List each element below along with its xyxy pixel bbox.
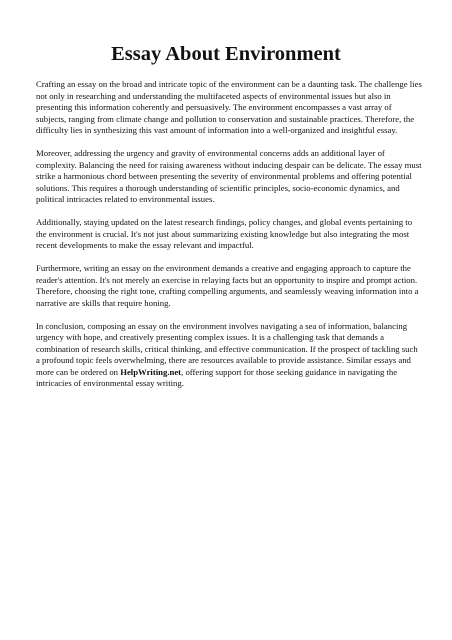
paragraph-creativity: Furthermore, writing an essay on the environment demands a creative and engaging approach to capture the reader's attention. It's not merely an exercise in relaying facts but an opportunity to inspire and prompt action. Therefore, choosing the right tone, crafting compelling arguments, and seamlessly weaving information into a narrative are skills that require honing. bbox=[36, 263, 419, 308]
paragraph-intro: Crafting an essay on the broad and intricate topic of the environment can be a daunting task. The challenge lies not only in researching and understanding the multifaceted aspects of environmental issues but also in presenting this information coherently and persuasively. The environment encompasses a vast array of subjects, ranging from climate change and pollution to conservation and sustainable practices. Therefore, the difficulty lies in synthesizing this vast amount of information into a well-organized and insightful essay. bbox=[36, 79, 422, 135]
helpwriting-link[interactable]: HelpWriting.net bbox=[120, 366, 182, 377]
page-title: Essay About Environment bbox=[111, 43, 341, 65]
paragraph-conclusion bbox=[36, 321, 422, 390]
conclusion-text: In conclusion, composing an essay on the environment involves navigating a sea of information, balancing urgency with hope, and creatively presenting complex issues. It is a challenging task that demands a combination of research skills, critical thinking, and effective communication. If the prospect of tackling such a profound topic feels overwhelming, there are resources available to provide assistance. Similar essays and more can be ordered on bbox=[36, 320, 418, 377]
paragraph-urgency: Moreover, addressing the urgency and gravity of environmental concerns adds an additional layer of complexity. Balancing the need for raising awareness without inducing despair can be delicate. The essay must strike a harmonious chord between presenting the severity of environmental problems and offering potential solutions. This requires a thorough understanding of scientific principles, socio-economic dynamics, and political intricacies related to environmental issues. bbox=[36, 148, 422, 204]
conclusion-text-end: , offering support for those seeking guidance in navigating the intricacies of environmental essay writing. bbox=[36, 366, 398, 388]
essay-body bbox=[36, 79, 422, 401]
paragraph-research: Additionally, staying updated on the latest research findings, policy changes, and global events pertaining to the environment is crucial. It's not just about summarizing existing knowledge but also integrating the most recent developments to make the essay relevant and impactful. bbox=[36, 217, 413, 250]
